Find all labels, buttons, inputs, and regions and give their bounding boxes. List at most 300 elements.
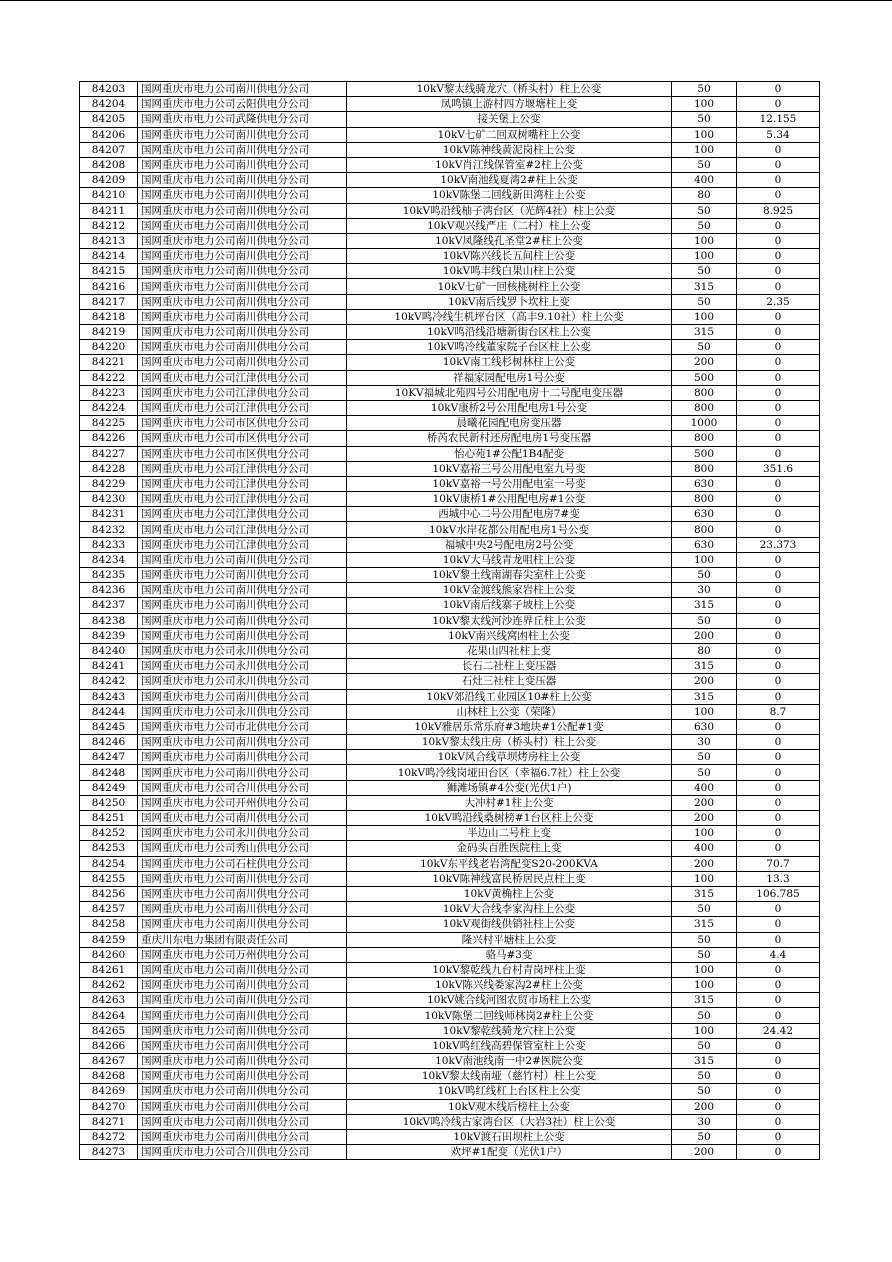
capacity-cell: 80 [672, 188, 737, 203]
capacity-cell: 400 [672, 780, 737, 795]
transformer-name-cell: 10kV水岸花都公用配电房1号公变 [347, 522, 672, 537]
value-cell: 0 [737, 476, 820, 491]
transformer-name-cell: 接关堡上公变 [347, 112, 672, 127]
transformer-name-cell: 10kV康桥1#公用配电房#1公变 [347, 492, 672, 507]
record-id-cell: 84254 [80, 856, 138, 871]
value-cell: 0 [737, 674, 820, 689]
value-cell: 0 [737, 1008, 820, 1023]
record-id-cell: 84249 [80, 780, 138, 795]
value-cell: 0 [737, 188, 820, 203]
company-cell: 国网重庆市电力公司南川供电分公司 [138, 127, 347, 142]
company-cell: 国网重庆市电力公司南川供电分公司 [138, 233, 347, 248]
record-id-cell: 84225 [80, 416, 138, 431]
capacity-cell: 500 [672, 370, 737, 385]
value-cell: 351.6 [737, 461, 820, 476]
value-cell: 0 [737, 962, 820, 977]
company-cell: 国网重庆市电力公司江津供电分公司 [138, 476, 347, 491]
value-cell: 0 [737, 643, 820, 658]
transformer-name-cell: 10kV陈神线富民桥居民点柱上变 [347, 871, 672, 886]
company-cell: 国网重庆市电力公司南川供电分公司 [138, 917, 347, 932]
record-id-cell: 84209 [80, 173, 138, 188]
record-id-cell: 84228 [80, 461, 138, 476]
capacity-cell: 50 [672, 264, 737, 279]
capacity-cell: 50 [672, 750, 737, 765]
value-cell: 0 [737, 568, 820, 583]
company-cell: 国网重庆市电力公司永川供电分公司 [138, 704, 347, 719]
company-cell: 国网重庆市电力公司南川供电分公司 [138, 978, 347, 993]
table-body [80, 82, 820, 1160]
record-id-cell: 84269 [80, 1084, 138, 1099]
record-id-cell: 84272 [80, 1129, 138, 1144]
value-cell: 0 [737, 507, 820, 522]
table-row [80, 385, 820, 400]
table-row [80, 871, 820, 886]
table-row [80, 325, 820, 340]
record-id-cell: 84241 [80, 659, 138, 674]
value-cell: 0 [737, 765, 820, 780]
table-row [80, 309, 820, 324]
company-cell: 国网重庆市电力公司南川供电分公司 [138, 157, 347, 172]
record-id-cell: 84238 [80, 613, 138, 628]
table-row [80, 628, 820, 643]
value-cell: 0 [737, 826, 820, 841]
table-row [80, 978, 820, 993]
record-id-cell: 84235 [80, 568, 138, 583]
table-row [80, 932, 820, 947]
company-cell: 国网重庆市电力公司南川供电分公司 [138, 325, 347, 340]
record-id-cell: 84237 [80, 598, 138, 613]
transformer-name-cell: 凤鸣镇上游村四方堰塘柱上变 [347, 97, 672, 112]
value-cell: 0 [737, 233, 820, 248]
record-id-cell: 84234 [80, 552, 138, 567]
capacity-cell: 200 [672, 795, 737, 810]
table-row [80, 735, 820, 750]
capacity-cell: 1000 [672, 416, 737, 431]
capacity-cell: 200 [672, 811, 737, 826]
value-cell: 0 [737, 1129, 820, 1144]
value-cell: 0 [737, 97, 820, 112]
company-cell: 国网重庆市电力公司市区供电分公司 [138, 416, 347, 431]
transformer-name-cell: 10kV黎土线南湖春尖室柱上公变 [347, 568, 672, 583]
value-cell: 0 [737, 735, 820, 750]
record-id-cell: 84215 [80, 264, 138, 279]
company-cell: 国网重庆市电力公司永川供电分公司 [138, 674, 347, 689]
transformer-name-cell: 10kV风合线草坝烤房柱上公变 [347, 750, 672, 765]
value-cell: 23.373 [737, 537, 820, 552]
table-row [80, 1084, 820, 1099]
record-id-cell: 84239 [80, 628, 138, 643]
table-row [80, 917, 820, 932]
transformer-name-cell: 10kV嘉裕三号公用配电室九号变 [347, 461, 672, 476]
table-row [80, 886, 820, 901]
transformer-name-cell: 10kV陈堡二回线师林岗2#柱上公变 [347, 1008, 672, 1023]
value-cell: 0 [737, 1114, 820, 1129]
record-id-cell: 84266 [80, 1038, 138, 1053]
record-id-cell: 84231 [80, 507, 138, 522]
table-row [80, 856, 820, 871]
company-cell: 国网重庆市电力公司江津供电分公司 [138, 370, 347, 385]
record-id-cell: 84259 [80, 932, 138, 947]
value-cell: 0 [737, 400, 820, 415]
record-id-cell: 84220 [80, 340, 138, 355]
value-cell: 70.7 [737, 856, 820, 871]
company-cell: 国网重庆市电力公司南川供电分公司 [138, 735, 347, 750]
value-cell: 0 [737, 446, 820, 461]
value-cell: 0 [737, 325, 820, 340]
record-id-cell: 84232 [80, 522, 138, 537]
company-cell: 国网重庆市电力公司永川供电分公司 [138, 826, 347, 841]
record-id-cell: 84245 [80, 719, 138, 734]
company-cell: 国网重庆市电力公司南川供电分公司 [138, 750, 347, 765]
company-cell: 国网重庆市电力公司南川供电分公司 [138, 218, 347, 233]
table-row [80, 1114, 820, 1129]
transformer-name-cell: 10kV鸣冷线董家院子台区柱上公变 [347, 340, 672, 355]
transformer-name-cell: 金码头百胜医院柱上变 [347, 841, 672, 856]
record-id-cell: 84243 [80, 689, 138, 704]
capacity-cell: 630 [672, 507, 737, 522]
capacity-cell: 315 [672, 917, 737, 932]
capacity-cell: 50 [672, 1038, 737, 1053]
record-id-cell: 84257 [80, 902, 138, 917]
company-cell: 国网重庆市电力公司南川供电分公司 [138, 82, 347, 97]
value-cell: 0 [737, 583, 820, 598]
value-cell: 0 [737, 264, 820, 279]
record-id-cell: 84233 [80, 537, 138, 552]
capacity-cell: 50 [672, 340, 737, 355]
table-row [80, 674, 820, 689]
table-row [80, 962, 820, 977]
capacity-cell: 50 [672, 1069, 737, 1084]
table-row [80, 340, 820, 355]
transformer-name-cell: 福城中央2号配电房2号公变 [347, 537, 672, 552]
record-id-cell: 84271 [80, 1114, 138, 1129]
table-row [80, 294, 820, 309]
table-row [80, 476, 820, 491]
value-cell: 0 [737, 613, 820, 628]
company-cell: 国网重庆市电力公司南川供电分公司 [138, 355, 347, 370]
capacity-cell: 200 [672, 856, 737, 871]
transformer-name-cell: 祥福家园配电房1号公变 [347, 370, 672, 385]
record-id-cell: 84273 [80, 1145, 138, 1160]
company-cell: 国网重庆市电力公司南川供电分公司 [138, 1038, 347, 1053]
capacity-cell: 100 [672, 552, 737, 567]
transformer-name-cell: 大冲村#1柱上公变 [347, 795, 672, 810]
company-cell: 国网重庆市电力公司南川供电分公司 [138, 1084, 347, 1099]
record-id-cell: 84261 [80, 962, 138, 977]
record-id-cell: 84230 [80, 492, 138, 507]
capacity-cell: 30 [672, 735, 737, 750]
capacity-cell: 315 [672, 689, 737, 704]
value-cell: 0 [737, 659, 820, 674]
company-cell: 国网重庆市电力公司江津供电分公司 [138, 385, 347, 400]
company-cell: 国网重庆市电力公司南川供电分公司 [138, 1054, 347, 1069]
table-row [80, 552, 820, 567]
capacity-cell: 100 [672, 826, 737, 841]
company-cell: 国网重庆市电力公司开州供电分公司 [138, 795, 347, 810]
table-row [80, 461, 820, 476]
table-row [80, 811, 820, 826]
value-cell: 0 [737, 598, 820, 613]
table-row [80, 583, 820, 598]
table-row [80, 112, 820, 127]
capacity-cell: 30 [672, 1114, 737, 1129]
value-cell: 0 [737, 279, 820, 294]
capacity-cell: 315 [672, 279, 737, 294]
record-id-cell: 84226 [80, 431, 138, 446]
company-cell: 国网重庆市电力公司南川供电分公司 [138, 962, 347, 977]
record-id-cell: 84216 [80, 279, 138, 294]
capacity-cell: 50 [672, 947, 737, 962]
capacity-cell: 630 [672, 537, 737, 552]
company-cell: 国网重庆市电力公司南川供电分公司 [138, 279, 347, 294]
company-cell: 国网重庆市电力公司南川供电分公司 [138, 765, 347, 780]
record-id-cell: 84264 [80, 1008, 138, 1023]
record-id-cell: 84251 [80, 811, 138, 826]
record-id-cell: 84229 [80, 476, 138, 491]
value-cell: 0 [737, 689, 820, 704]
capacity-cell: 50 [672, 932, 737, 947]
transformer-name-cell: 欢坪#1配变（光伏1户） [347, 1145, 672, 1160]
company-cell: 国网重庆市电力公司合川供电分公司 [138, 780, 347, 795]
record-id-cell: 84210 [80, 188, 138, 203]
transformer-name-cell: 10kV黎乾线九台村青岗坪柱上变 [347, 962, 672, 977]
capacity-cell: 50 [672, 203, 737, 218]
company-cell: 国网重庆市电力公司南川供电分公司 [138, 309, 347, 324]
company-cell: 国网重庆市电力公司南川供电分公司 [138, 203, 347, 218]
table-row [80, 719, 820, 734]
company-cell: 国网重庆市电力公司武隆供电分公司 [138, 112, 347, 127]
capacity-cell: 50 [672, 82, 737, 97]
company-cell: 国网重庆市电力公司永川供电分公司 [138, 643, 347, 658]
company-cell: 国网重庆市电力公司南川供电分公司 [138, 811, 347, 826]
transformer-name-cell: 10kV黄桷柱上公变 [347, 886, 672, 901]
record-id-cell: 84265 [80, 1023, 138, 1038]
page-top-rule [0, 0, 892, 1]
table-row [80, 902, 820, 917]
company-cell: 国网重庆市电力公司南川供电分公司 [138, 1069, 347, 1084]
table-row [80, 507, 820, 522]
company-cell: 国网重庆市电力公司南川供电分公司 [138, 142, 347, 157]
record-id-cell: 84262 [80, 978, 138, 993]
company-cell: 国网重庆市电力公司云阳供电分公司 [138, 97, 347, 112]
value-cell: 0 [737, 811, 820, 826]
record-id-cell: 84212 [80, 218, 138, 233]
transformer-name-cell: 10kV渡石田坝柱上公变 [347, 1129, 672, 1144]
value-cell: 0 [737, 628, 820, 643]
transformer-name-cell: 10kV嘉裕一号公用配电室一号变 [347, 476, 672, 491]
value-cell: 0 [737, 522, 820, 537]
company-cell: 国网重庆市电力公司南川供电分公司 [138, 1008, 347, 1023]
table-row [80, 704, 820, 719]
company-cell: 国网重庆市电力公司江津供电分公司 [138, 400, 347, 415]
value-cell: 0 [737, 1054, 820, 1069]
transformer-name-cell: 10kV康桥2号公用配电房1号公变 [347, 400, 672, 415]
capacity-cell: 800 [672, 385, 737, 400]
company-cell: 国网重庆市电力公司南川供电分公司 [138, 902, 347, 917]
capacity-cell: 100 [672, 704, 737, 719]
table-row [80, 157, 820, 172]
record-id-cell: 84221 [80, 355, 138, 370]
value-cell: 0 [737, 173, 820, 188]
company-cell: 国网重庆市电力公司江津供电分公司 [138, 492, 347, 507]
transformer-name-cell: 怡心苑1#公配1B4配变 [347, 446, 672, 461]
capacity-cell: 100 [672, 233, 737, 248]
value-cell: 0 [737, 492, 820, 507]
value-cell: 0 [737, 780, 820, 795]
capacity-cell: 315 [672, 598, 737, 613]
table-row [80, 537, 820, 552]
table-row [80, 446, 820, 461]
transformer-name-cell: 10kV凤隆线孔圣堂2#柱上公变 [347, 233, 672, 248]
table-row [80, 97, 820, 112]
transformer-name-cell: 10kV陈兴线长五间柱上公变 [347, 249, 672, 264]
value-cell: 8.7 [737, 704, 820, 719]
table-row [80, 1023, 820, 1038]
capacity-cell: 100 [672, 962, 737, 977]
record-id-cell: 84258 [80, 917, 138, 932]
transformer-name-cell: 10kV金渡线熊家岩柱上公变 [347, 583, 672, 598]
capacity-cell: 100 [672, 249, 737, 264]
value-cell: 0 [737, 309, 820, 324]
company-cell: 国网重庆市电力公司市区供电分公司 [138, 431, 347, 446]
table-row [80, 492, 820, 507]
company-cell: 国网重庆市电力公司市北供电分公司 [138, 719, 347, 734]
transformer-name-cell: 10kV鸣冷线生机坪台区（高丰9.10社）柱上公变 [347, 309, 672, 324]
value-cell: 0 [737, 932, 820, 947]
capacity-cell: 100 [672, 127, 737, 142]
transformer-name-cell: 晨曦花园配电房变压器 [347, 416, 672, 431]
capacity-cell: 50 [672, 294, 737, 309]
table-row [80, 1069, 820, 1084]
capacity-cell: 200 [672, 1145, 737, 1160]
record-id-cell: 84205 [80, 112, 138, 127]
record-id-cell: 84240 [80, 643, 138, 658]
capacity-cell: 50 [672, 1084, 737, 1099]
value-cell: 0 [737, 249, 820, 264]
transformer-name-cell: 10kV鸣沿线沿塘新街台区柱上公变 [347, 325, 672, 340]
table-row [80, 568, 820, 583]
transformer-name-cell: 10kV黎太线骑龙穴（桥头村）柱上公变 [347, 82, 672, 97]
transformer-name-cell: 10kV黎太线庄房（桥头村）柱上公变 [347, 735, 672, 750]
company-cell: 国网重庆市电力公司南川供电分公司 [138, 628, 347, 643]
value-cell: 0 [737, 795, 820, 810]
value-cell: 0 [737, 416, 820, 431]
record-id-cell: 84242 [80, 674, 138, 689]
capacity-cell: 630 [672, 719, 737, 734]
transformer-name-cell: 10kV鸣冷线古家湾台区（大岩3社）柱上公变 [347, 1114, 672, 1129]
transformer-name-cell: 长石二社柱上变压器 [347, 659, 672, 674]
capacity-cell: 315 [672, 325, 737, 340]
record-id-cell: 84217 [80, 294, 138, 309]
table-row [80, 1038, 820, 1053]
capacity-cell: 100 [672, 309, 737, 324]
value-cell: 0 [737, 218, 820, 233]
value-cell: 0 [737, 355, 820, 370]
capacity-cell: 800 [672, 461, 737, 476]
record-id-cell: 84260 [80, 947, 138, 962]
company-cell: 国网重庆市电力公司石柱供电分公司 [138, 856, 347, 871]
table-row [80, 264, 820, 279]
transformer-name-cell: 10kV南池线夏湾2#柱上公变 [347, 173, 672, 188]
transformer-name-cell: 10kV观街线供销社柱上公变 [347, 917, 672, 932]
transformer-name-cell: 花果山四社柱上变 [347, 643, 672, 658]
transformer-name-cell: 山林柱上公变（荣隆） [347, 704, 672, 719]
table-row [80, 233, 820, 248]
transformer-name-cell: 10kV黎乾线骑龙穴柱上公变 [347, 1023, 672, 1038]
capacity-cell: 100 [672, 97, 737, 112]
record-id-cell: 84236 [80, 583, 138, 598]
record-id-cell: 84223 [80, 385, 138, 400]
record-id-cell: 84247 [80, 750, 138, 765]
value-cell: 0 [737, 978, 820, 993]
value-cell: 0 [737, 993, 820, 1008]
capacity-cell: 315 [672, 993, 737, 1008]
value-cell: 0 [737, 1038, 820, 1053]
capacity-cell: 800 [672, 400, 737, 415]
record-id-cell: 84227 [80, 446, 138, 461]
transformer-name-cell: 10kV观木线后榜柱上公变 [347, 1099, 672, 1114]
table-row [80, 780, 820, 795]
transformer-name-cell: 10kV南池线南一中2#医院公变 [347, 1054, 672, 1069]
company-cell: 重庆川东电力集团有限责任公司 [138, 932, 347, 947]
table-row [80, 1145, 820, 1160]
table-row [80, 400, 820, 415]
capacity-cell: 100 [672, 871, 737, 886]
transformer-table [79, 81, 820, 1160]
value-cell: 0 [737, 917, 820, 932]
capacity-cell: 315 [672, 1054, 737, 1069]
record-id-cell: 84263 [80, 993, 138, 1008]
transformer-name-cell: 10kV黎太线南垭（慈竹村）柱上公变 [347, 1069, 672, 1084]
capacity-cell: 400 [672, 841, 737, 856]
value-cell: 0 [737, 157, 820, 172]
company-cell: 国网重庆市电力公司永川供电分公司 [138, 659, 347, 674]
company-cell: 国网重庆市电力公司南川供电分公司 [138, 871, 347, 886]
transformer-name-cell: 10kV鸣冷线岗垭田台区（幸福6.7社）柱上公变 [347, 765, 672, 780]
record-id-cell: 84222 [80, 370, 138, 385]
transformer-name-cell: 10kV鸣红线杠上台区柱上公变 [347, 1084, 672, 1099]
capacity-cell: 50 [672, 218, 737, 233]
company-cell: 国网重庆市电力公司南川供电分公司 [138, 613, 347, 628]
table-row [80, 416, 820, 431]
value-cell: 4.4 [737, 947, 820, 962]
transformer-name-cell: 西城中心二号公用配电房7#变 [347, 507, 672, 522]
company-cell: 国网重庆市电力公司南川供电分公司 [138, 993, 347, 1008]
transformer-name-cell: 石灶三社柱上变压器 [347, 674, 672, 689]
value-cell: 0 [737, 841, 820, 856]
transformer-name-cell: 10kV鸣沿线桑树榜#1台区柱上公变 [347, 811, 672, 826]
table-row [80, 82, 820, 97]
table-row [80, 173, 820, 188]
capacity-cell: 30 [672, 583, 737, 598]
table-row [80, 355, 820, 370]
table-row [80, 689, 820, 704]
company-cell: 国网重庆市电力公司市区供电分公司 [138, 446, 347, 461]
company-cell: 国网重庆市电力公司南川供电分公司 [138, 1114, 347, 1129]
value-cell: 0 [737, 142, 820, 157]
capacity-cell: 200 [672, 628, 737, 643]
transformer-name-cell: 10kV姚合线河图农贸市场柱上公变 [347, 993, 672, 1008]
company-cell: 国网重庆市电力公司南川供电分公司 [138, 1023, 347, 1038]
capacity-cell: 80 [672, 643, 737, 658]
capacity-cell: 50 [672, 112, 737, 127]
table-row [80, 1129, 820, 1144]
value-cell: 0 [737, 902, 820, 917]
company-cell: 国网重庆市电力公司江津供电分公司 [138, 522, 347, 537]
value-cell: 13.3 [737, 871, 820, 886]
value-cell: 0 [737, 1099, 820, 1114]
capacity-cell: 50 [672, 568, 737, 583]
